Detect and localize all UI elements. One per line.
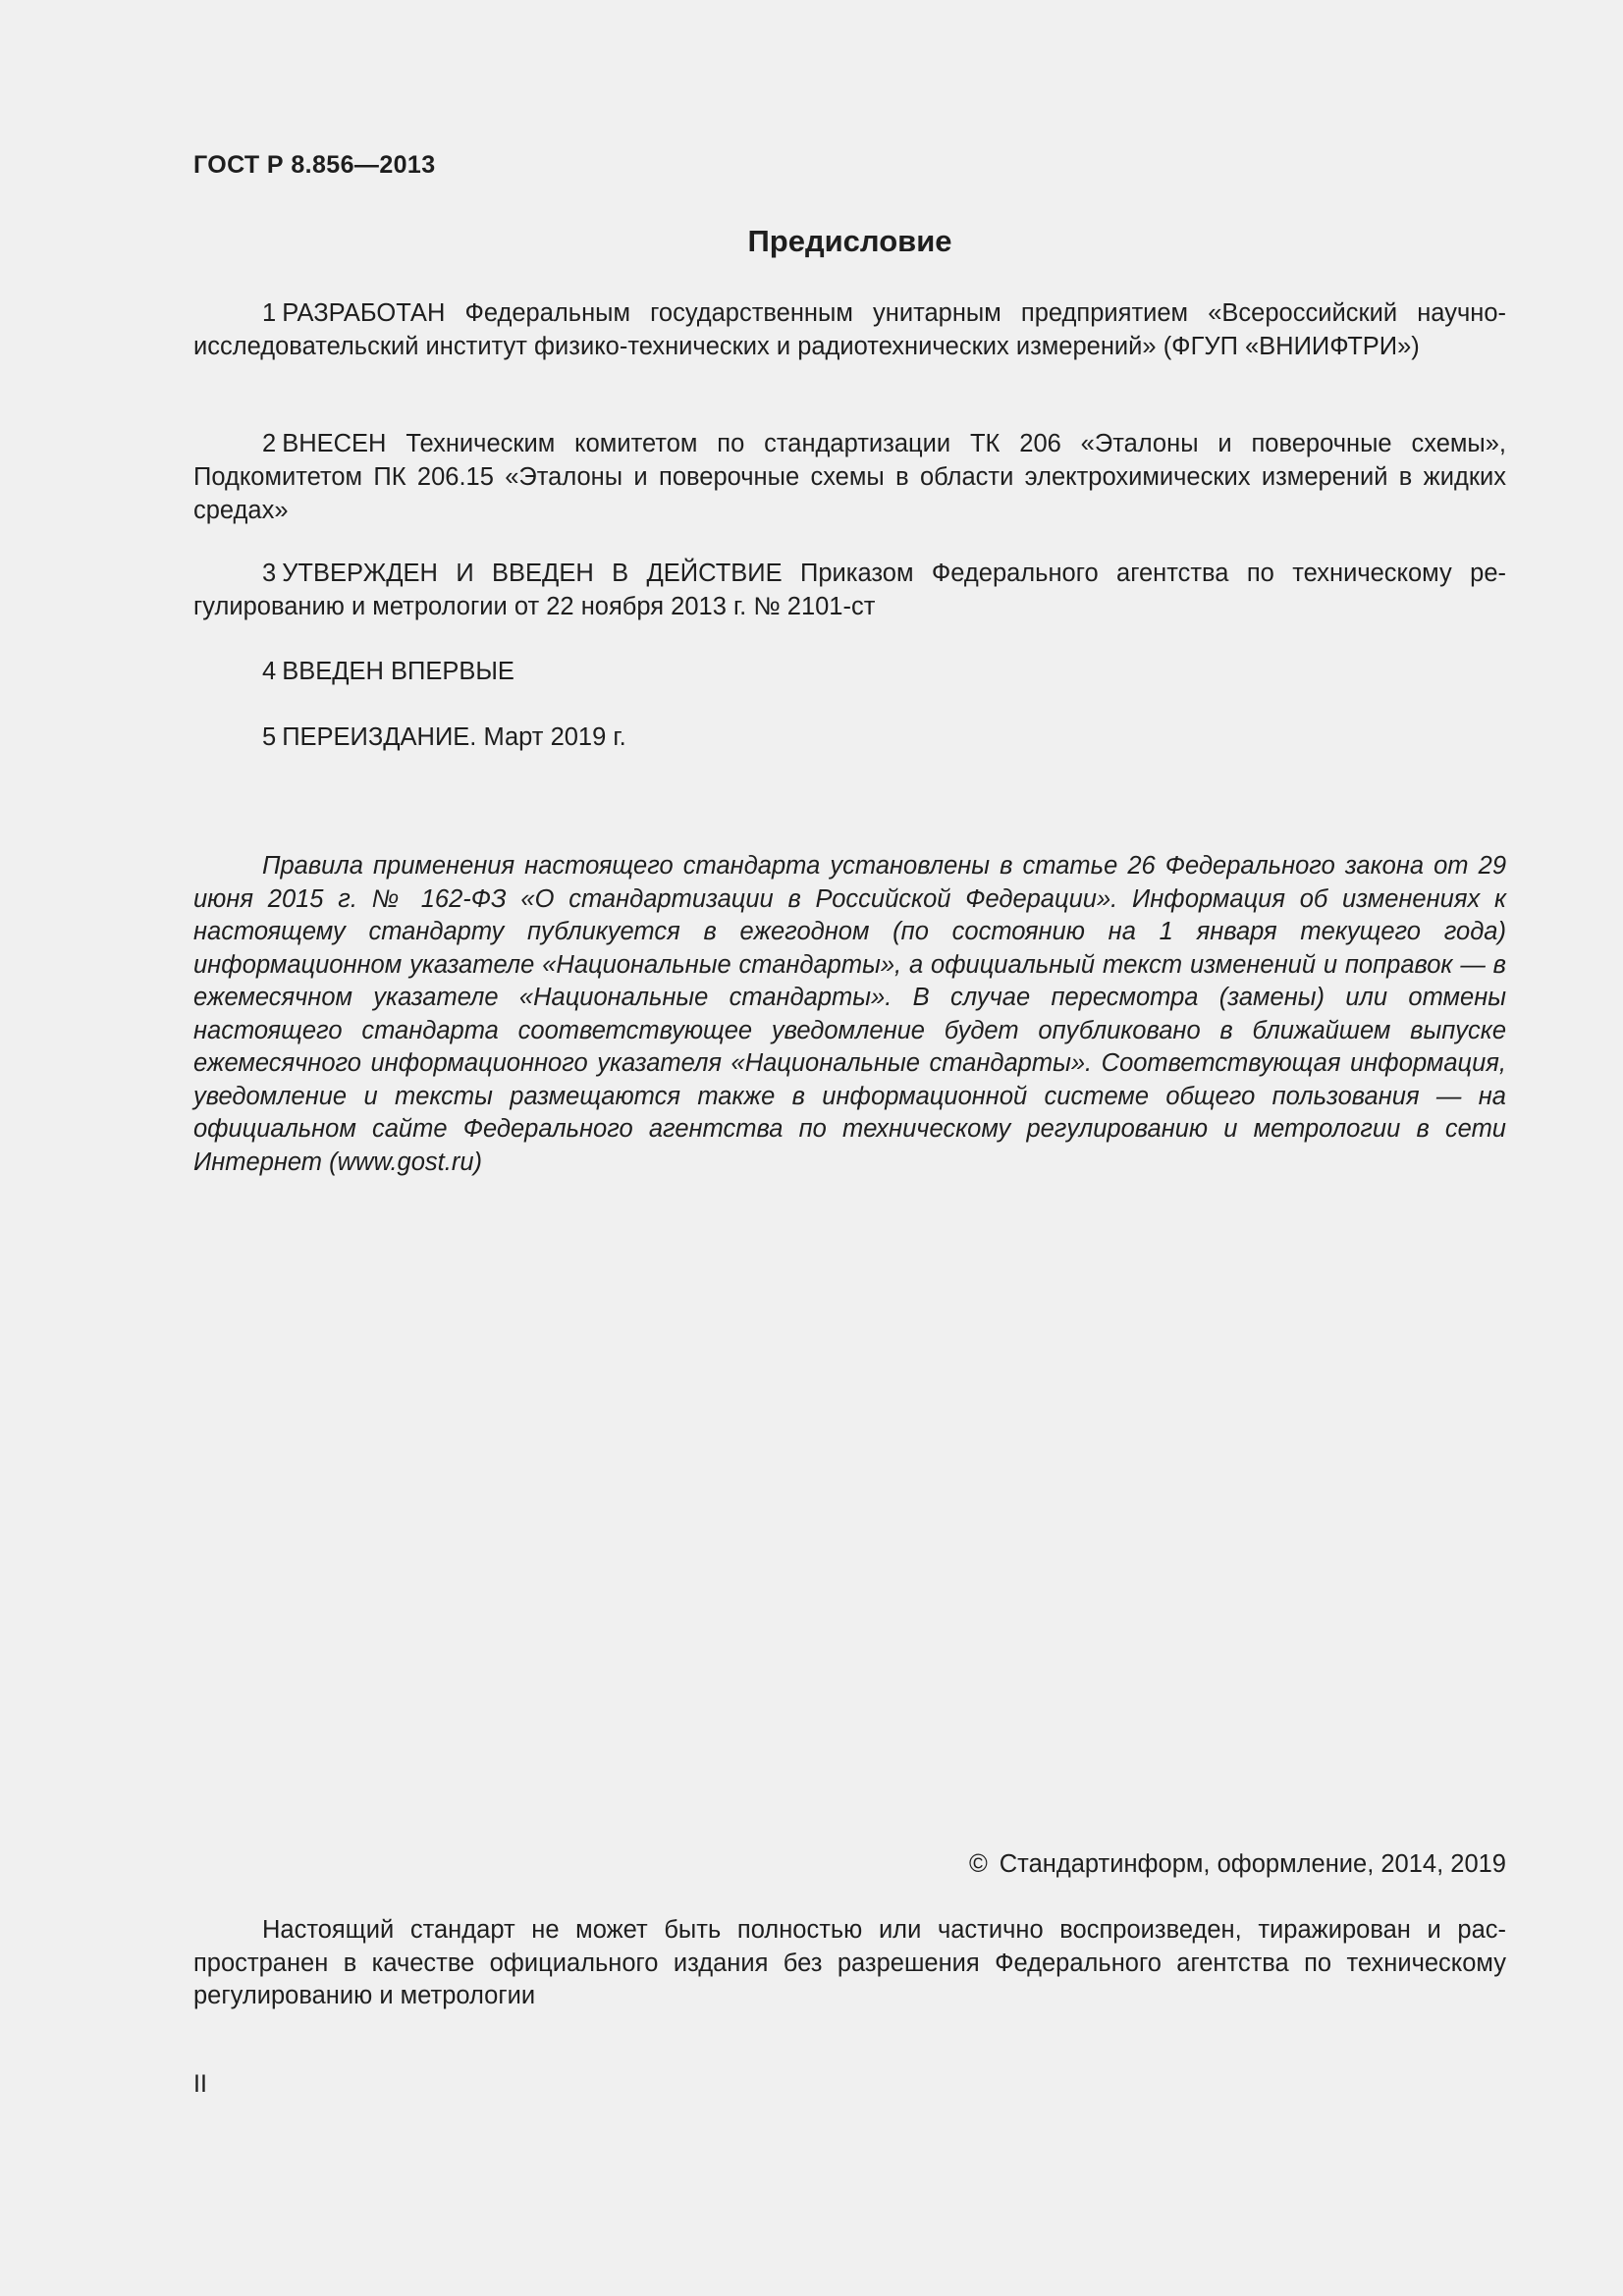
document-code: ГОСТ Р 8.856—2013 bbox=[193, 151, 436, 179]
item-text: ВВЕДЕН ВПЕРВЫЕ bbox=[282, 658, 514, 685]
foreword-item bbox=[193, 557, 1506, 623]
page-title: Предисловие bbox=[747, 224, 952, 258]
foreword-item bbox=[193, 721, 1506, 754]
copyright-symbol: © bbox=[968, 1850, 988, 1878]
item-text: ПЕРЕИЗДАНИЕ. Март 2019 г. bbox=[282, 723, 626, 751]
copyright-line bbox=[969, 1850, 1506, 1879]
item-number: 1 bbox=[262, 299, 277, 327]
item-number: 5 bbox=[262, 723, 277, 751]
page-number: II bbox=[193, 2070, 207, 2098]
rights-statement: Настоящий стандарт не может быть полностью или частично воспроизведен, тиражирован и распространен в качестве официального издания без разрешения Федерального агентства по техническому регулированию и метрологии bbox=[193, 1916, 1506, 2009]
copyright-text: Стандартинформ, оформление, 2014, 2019 bbox=[999, 1850, 1506, 1878]
standard-notice: Правила применения настоящего стандарта установлены в статье 26 Федерального закона от 29 июня 2015 г. № 162-ФЗ «О стандартизации в Российской Федерации». Информация об изменениях к настоящему стандарту публикуется в ежегодном (по состоянию на 1 января текущего года) информационном указателе «Национальные стандарты», а официальный текст изменений и поправок — в ежемесячном указателе «Национальные стандарты». В случае пересмотра (замены) или отмены настоящего стандарта соответствующее уведомление будет опубликовано в ближайшем выпуске ежемесячного информационного указателя «Национальные стандарты». Соответствующая информация, уведомление и тексты размещаются также в информационной системе общего пользования — на официальном сайте Федерального агентства по техническому регулированию и метрологии в сети Интернет (www.gost.ru) bbox=[193, 852, 1506, 1176]
foreword-item bbox=[193, 296, 1506, 363]
item-number: 4 bbox=[262, 658, 277, 685]
item-text: РАЗРАБОТАН Федеральным государственным унитарным предприятием «Всероссийский научно-исследовательский институт физико-технических и радиотехнических измерений» (ФГУП «ВНИИФТРИ») bbox=[193, 299, 1506, 360]
item-number: 2 bbox=[262, 430, 277, 457]
item-text: УТВЕРЖДЕН И ВВЕДЕН В ДЕЙСТВИЕ Приказом Федерального агентства по техническому регулированию и метрологии от 22 ноября 2013 г. № 2101-ст bbox=[193, 560, 1506, 620]
foreword-item bbox=[193, 427, 1506, 527]
item-number: 3 bbox=[262, 560, 277, 587]
item-text: ВНЕСЕН Техническим комитетом по стандартизации ТК 206 «Эталоны и поверочные схемы», Подкомитетом ПК 206.15 «Эталоны и поверочные схемы в области электрохимических измерений в жидких средах» bbox=[193, 430, 1506, 524]
foreword-item bbox=[193, 655, 1506, 688]
